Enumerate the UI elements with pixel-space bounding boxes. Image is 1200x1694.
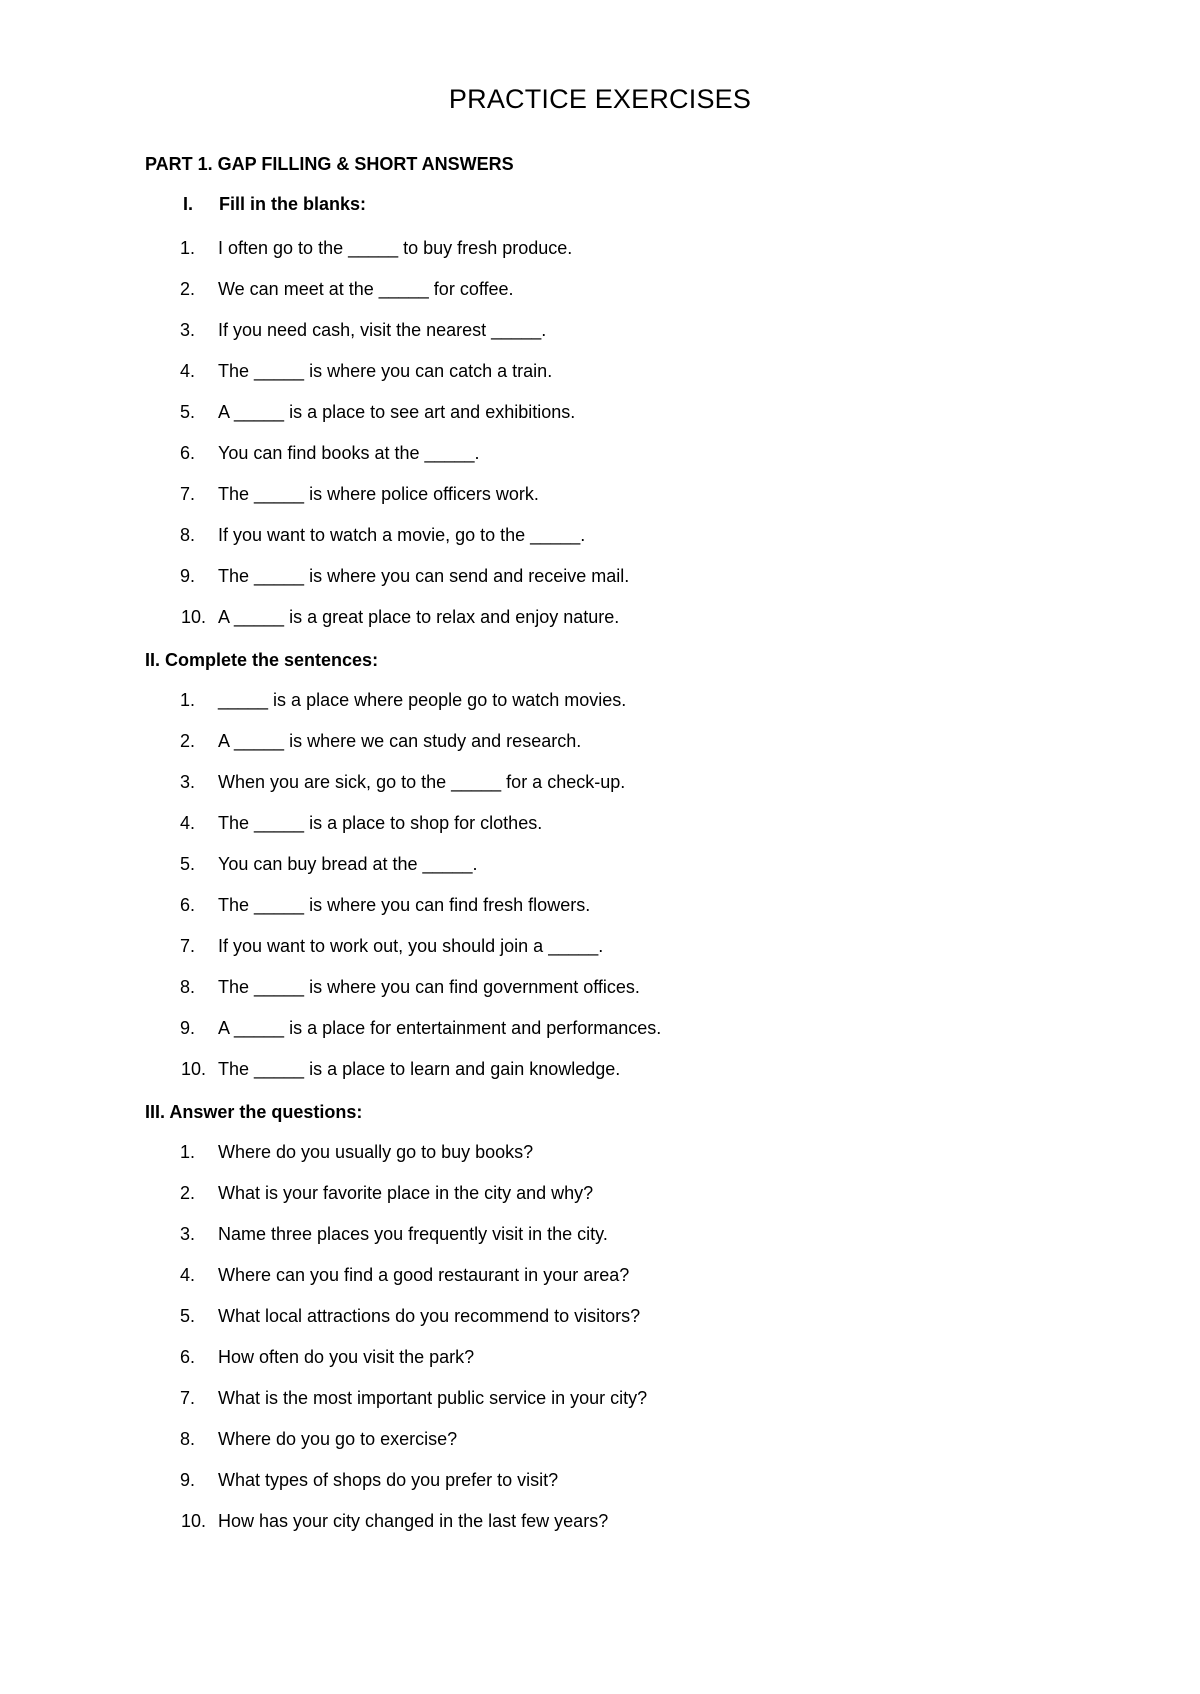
item-text: The _____ is a place to shop for clothes.	[218, 813, 543, 833]
item-text: _____ is a place where people go to watch movies.	[218, 690, 627, 710]
part-heading: PART 1. GAP FILLING & SHORT ANSWERS	[145, 154, 514, 174]
item-number: 5.	[180, 402, 196, 422]
item-text: Where can you find a good restaurant in your area?	[218, 1265, 630, 1285]
item-text: How often do you visit the park?	[218, 1347, 475, 1367]
item-text: What is your favorite place in the city and why?	[218, 1183, 594, 1203]
item-number: 1.	[180, 238, 196, 258]
section-heading-answer-questions: III. Answer the questions:	[145, 1102, 363, 1122]
item-text: You can find books at the _____.	[218, 443, 480, 463]
item-text: When you are sick, go to the _____ for a check-up.	[218, 772, 626, 792]
item-text: Name three places you frequently visit in the city.	[218, 1224, 608, 1244]
item-number: 6.	[180, 1347, 196, 1367]
item-number: 7.	[180, 1388, 196, 1408]
item-number: 9.	[180, 1018, 196, 1038]
item-text: A _____ is a place for entertainment and performances.	[218, 1018, 662, 1038]
item-number: 8.	[180, 977, 196, 997]
section-heading-fill-in-blanks	[183, 192, 366, 216]
item-number: 10.	[181, 1059, 207, 1079]
item-number: 8.	[180, 1429, 196, 1449]
item-number: 9.	[180, 1470, 196, 1490]
item-number: 2.	[180, 1183, 196, 1203]
item-text: The _____ is where you can find fresh flowers.	[218, 895, 591, 915]
item-number: 2.	[180, 279, 196, 299]
item-text: If you want to work out, you should join a _____.	[218, 936, 604, 956]
item-text: The _____ is where you can find government offices.	[218, 977, 640, 997]
item-text: A _____ is a place to see art and exhibitions.	[218, 402, 576, 422]
item-number: 5.	[180, 854, 196, 874]
item-number: 10.	[181, 1511, 207, 1531]
item-number: 5.	[180, 1306, 196, 1326]
item-number: 3.	[180, 1224, 196, 1244]
item-text: The _____ is where you can catch a train.	[218, 361, 553, 381]
item-text: Where do you go to exercise?	[218, 1429, 458, 1449]
item-number: 2.	[180, 731, 196, 751]
item-number: 10.	[181, 607, 207, 627]
item-number: 3.	[180, 772, 196, 792]
item-number: 1.	[180, 1142, 196, 1162]
item-number: 1.	[180, 690, 196, 710]
item-text: A _____ is a great place to relax and enjoy nature.	[218, 607, 620, 627]
section-heading-text: Fill in the blanks:	[219, 194, 367, 214]
item-number: 7.	[180, 936, 196, 956]
item-text: What types of shops do you prefer to visit?	[218, 1470, 559, 1490]
item-number: 4.	[180, 813, 196, 833]
item-text: The _____ is where police officers work.	[218, 484, 539, 504]
item-number: 6.	[180, 895, 196, 915]
item-number: 8.	[180, 525, 196, 545]
item-text: The _____ is a place to learn and gain knowledge.	[218, 1059, 621, 1079]
item-number: 4.	[180, 361, 196, 381]
item-text: What local attractions do you recommend to visitors?	[218, 1306, 641, 1326]
item-text: A _____ is where we can study and research.	[218, 731, 582, 751]
item-number: 4.	[180, 1265, 196, 1285]
item-text: What is the most important public service in your city?	[218, 1388, 648, 1408]
item-text: We can meet at the _____ for coffee.	[218, 279, 514, 299]
section-roman-numeral: I.	[183, 194, 194, 214]
item-number: 7.	[180, 484, 196, 504]
item-text: The _____ is where you can send and receive mail.	[218, 566, 630, 586]
item-text: If you want to watch a movie, go to the _____.	[218, 525, 586, 545]
document-title: PRACTICE EXERCISES	[448, 84, 752, 114]
item-number: 6.	[180, 443, 196, 463]
item-number: 3.	[180, 320, 196, 340]
item-text: If you need cash, visit the nearest _____.	[218, 320, 547, 340]
item-text: How has your city changed in the last few years?	[218, 1511, 609, 1531]
item-text: Where do you usually go to buy books?	[218, 1142, 534, 1162]
item-number: 9.	[180, 566, 196, 586]
item-text: You can buy bread at the _____.	[218, 854, 478, 874]
item-text: I often go to the _____ to buy fresh produce.	[218, 238, 573, 258]
section-heading-complete-sentences: II. Complete the sentences:	[145, 650, 379, 670]
